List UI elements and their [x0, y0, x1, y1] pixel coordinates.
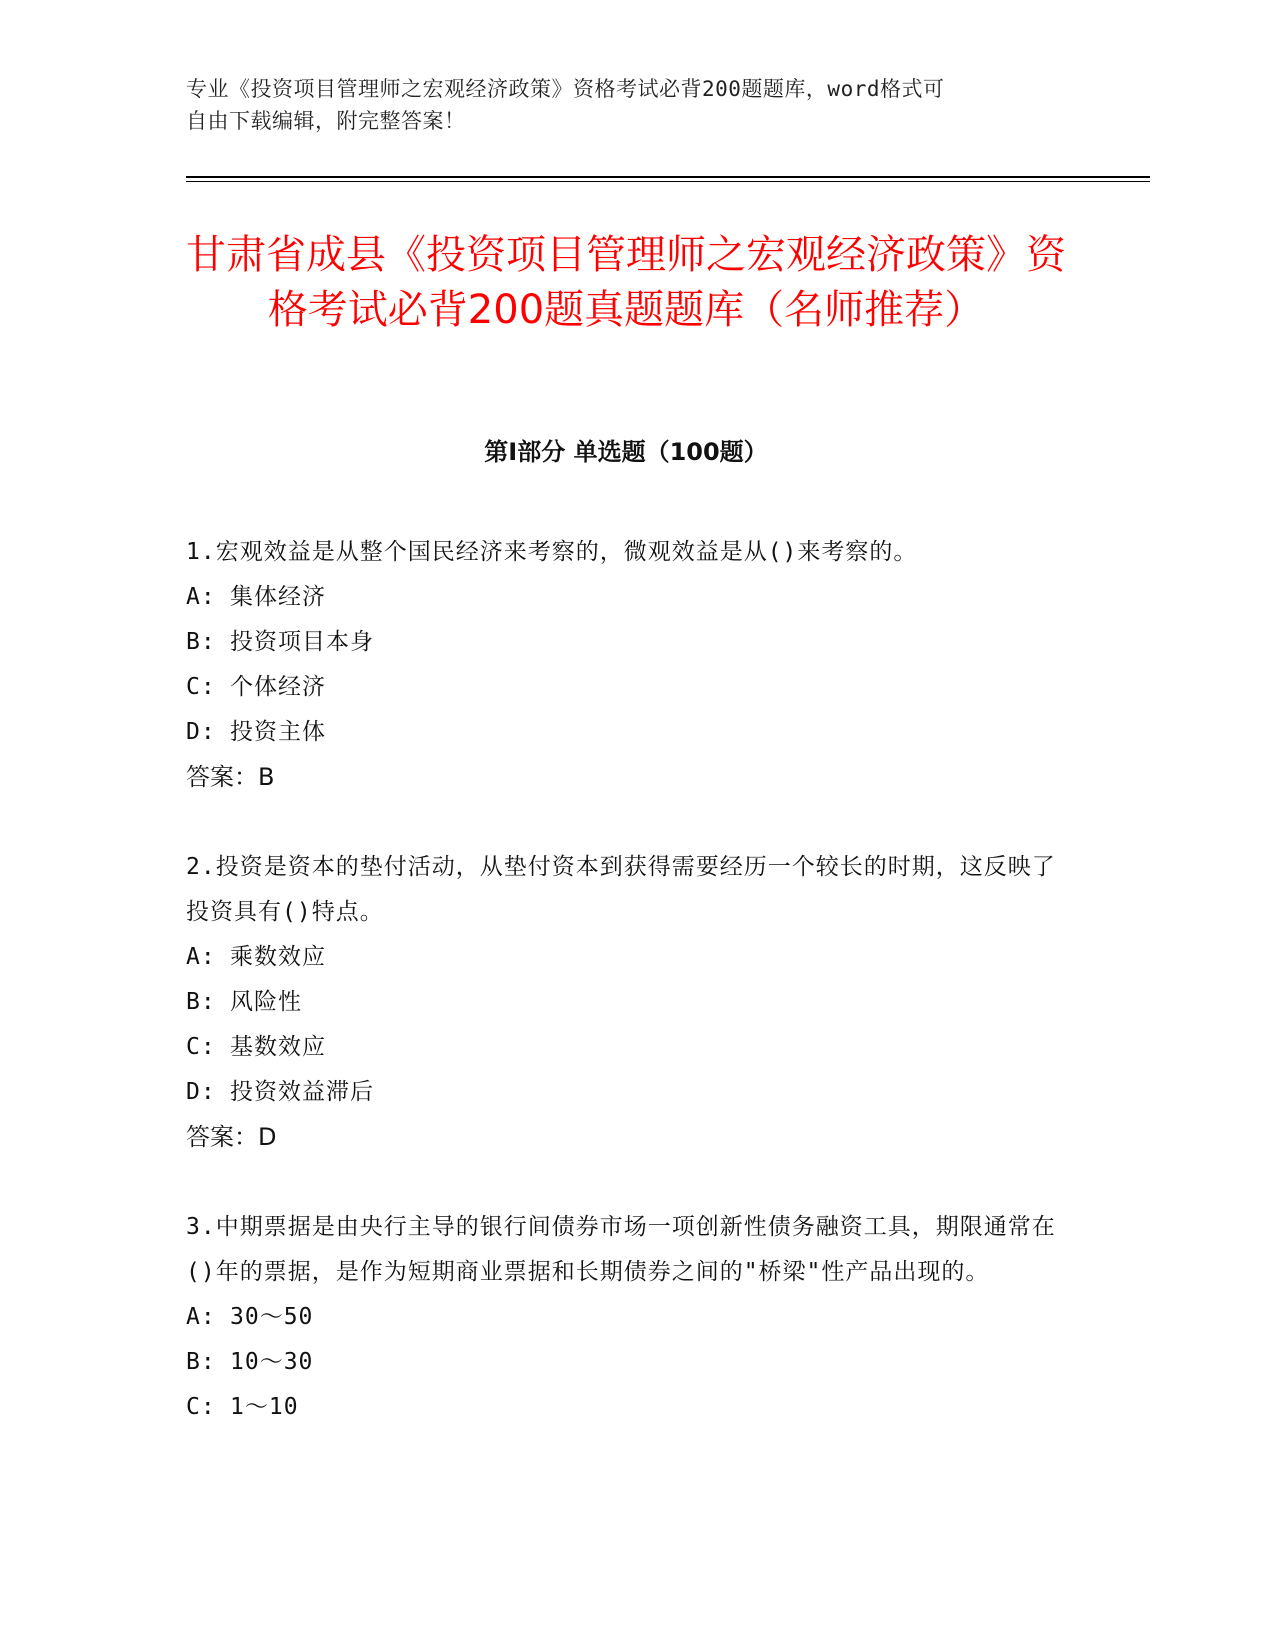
option-key: A:: [186, 944, 216, 970]
option-text: 乘数效应: [230, 944, 326, 970]
document-title: 甘肃省成县《投资项目管理师之宏观经济政策》资格考试必背200题真题题库（名师推荐）: [186, 232, 1066, 333]
header-note-line-2: 自由下载编辑，附完整答案！: [186, 109, 466, 133]
option-b: [186, 620, 1066, 665]
option-a: [186, 575, 1066, 620]
option-key: B:: [186, 989, 216, 1015]
option-a: [186, 1295, 1066, 1340]
option-d: [186, 1070, 1066, 1115]
option-c: [186, 665, 1066, 710]
option-key: D:: [186, 1079, 216, 1105]
option-key: A:: [186, 1304, 216, 1330]
option-key: C:: [186, 674, 216, 700]
option-text: 基数效应: [230, 1034, 326, 1060]
option-text: 集体经济: [230, 584, 326, 610]
option-key: B:: [186, 1349, 216, 1375]
option-text: 1～10: [230, 1394, 299, 1420]
option-text: 投资效益滞后: [230, 1079, 374, 1105]
question-stem: 2.投资是资本的垫付活动，从垫付资本到获得需要经历一个较长的时期，这反映了投资具有()特点。: [186, 854, 1056, 925]
option-text: 10～30: [230, 1349, 314, 1375]
answer: 答案：D: [186, 1123, 277, 1151]
option-key: B:: [186, 629, 216, 655]
question-2: [186, 845, 1066, 1160]
option-key: A:: [186, 584, 216, 610]
section-title: 第I部分 单选题（100题）: [484, 438, 768, 466]
question-stem: 3.中期票据是由央行主导的银行间债券市场一项创新性债务融资工具，期限通常在()年的票据，是作为短期商业票据和长期债券之间的"桥梁"性产品出现的。: [186, 1214, 1056, 1285]
option-c: [186, 1025, 1066, 1070]
header-rule-thick: [186, 176, 1150, 178]
question-3: [186, 1205, 1066, 1430]
option-text: 30～50: [230, 1304, 314, 1330]
question-list: [186, 530, 1066, 1475]
option-key: C:: [186, 1394, 216, 1420]
option-text: 投资项目本身: [230, 629, 374, 655]
question-stem: 1.宏观效益是从整个国民经济来考察的，微观效益是从()来考察的。: [186, 539, 918, 565]
option-key: C:: [186, 1034, 216, 1060]
option-c: [186, 1385, 1066, 1430]
option-b: [186, 1340, 1066, 1385]
option-d: [186, 710, 1066, 755]
answer: 答案：B: [186, 763, 275, 791]
option-text: 个体经济: [230, 674, 326, 700]
option-text: 投资主体: [230, 719, 326, 745]
option-key: D:: [186, 719, 216, 745]
option-text: 风险性: [230, 989, 302, 1015]
question-1: [186, 530, 1066, 800]
header-note-line-1: 专业《投资项目管理师之宏观经济政策》资格考试必背200题题库，word格式可: [186, 77, 945, 101]
option-b: [186, 980, 1066, 1025]
header-note: [186, 73, 1066, 137]
header-rule-thin: [186, 181, 1150, 182]
option-a: [186, 935, 1066, 980]
